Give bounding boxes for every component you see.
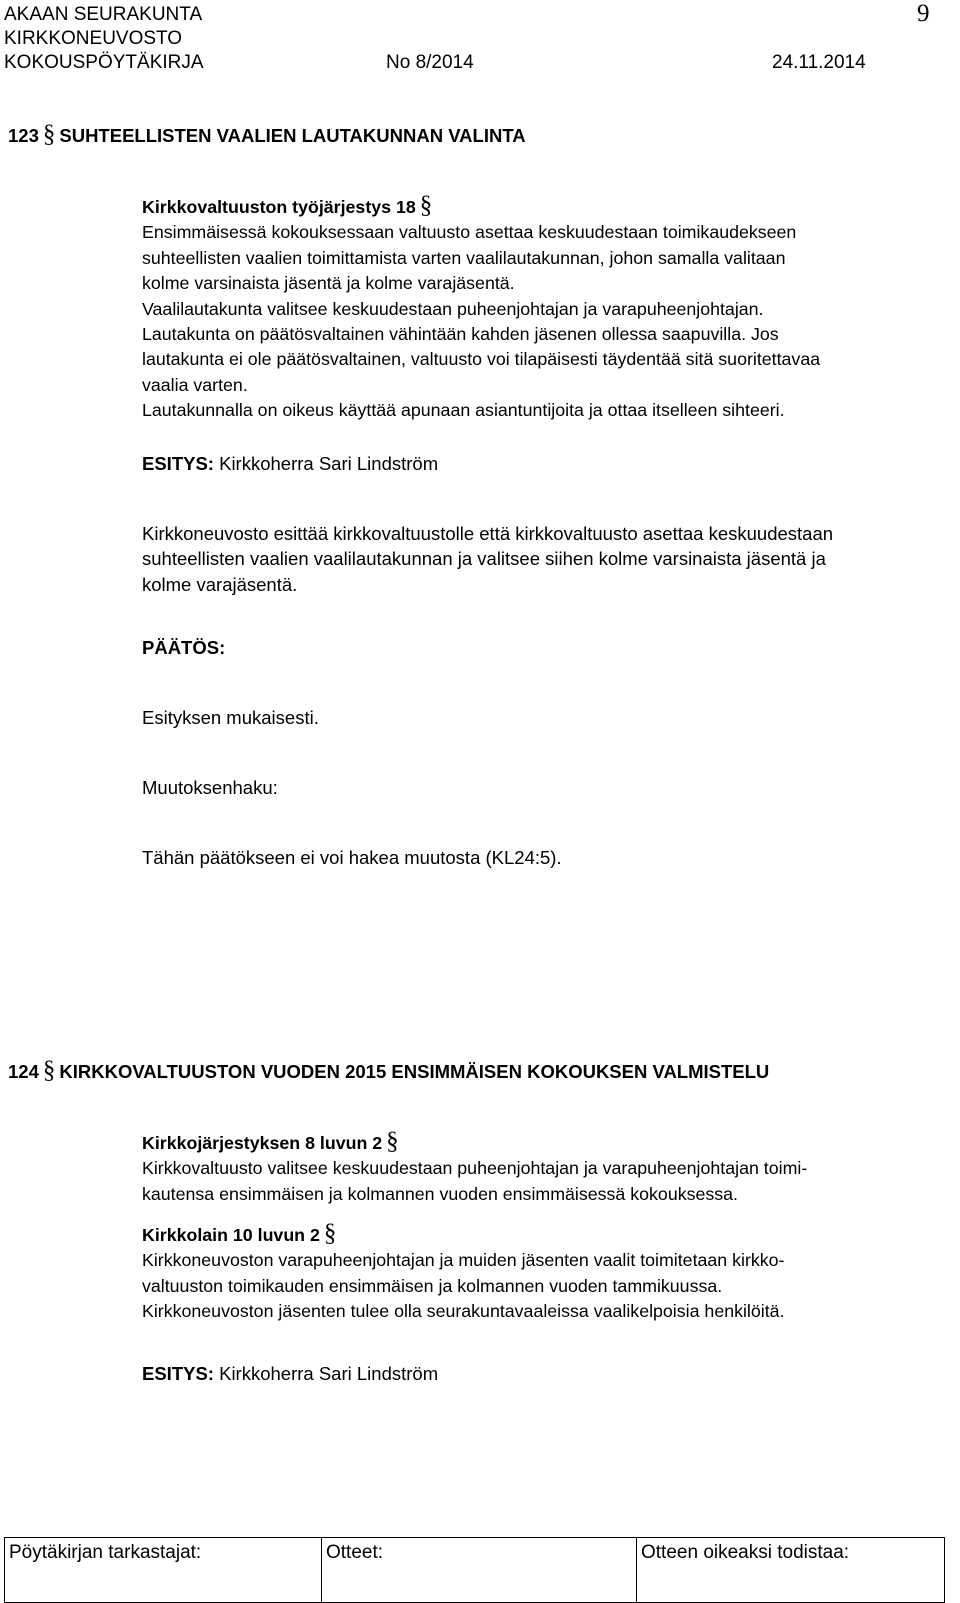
reviewers-cell (5, 1538, 322, 1603)
section-123-heading (8, 121, 526, 149)
section-sign-icon: § (323, 1220, 337, 1247)
header-org: AKAAN SEURAKUNTA (4, 4, 203, 25)
regulation-line: kolme varsinaista jäsentä ja kolme varajäsentä. (142, 273, 515, 294)
certify-cell (637, 1538, 945, 1603)
regulation-line: Kirkkoneuvoston jäsenten tulee olla seurakuntavaaleissa vaalikelpoisia henkilöitä. (142, 1301, 785, 1322)
header-doc-type: KOKOUSPÖYTÄKIRJA (4, 52, 204, 73)
esitys-label: ESITYS: (142, 453, 214, 474)
regulation-line: suhteellisten vaalien toimittamista varten vaalilautakunnan, johon samalla valitaan (142, 247, 786, 268)
section-sign-icon: § (42, 1057, 56, 1084)
regulation-title: Kirkkovaltuuston työjärjestys 18 (142, 197, 416, 217)
esitys-124 (142, 1363, 438, 1385)
proposal-123 (142, 521, 833, 597)
section-title: KIRKKOVALTUUSTON VUODEN 2015 ENSIMMÄISEN KOKOUKSEN VALMISTELU (59, 1061, 770, 1082)
proposal-line: Kirkkoneuvosto esittää kirkkovaltuustolle että kirkkovaltuusto asettaa keskuudestaan (142, 523, 834, 544)
reviewers-label: Pöytäkirjan tarkastajat: (9, 1542, 202, 1563)
section-124-heading (8, 1057, 769, 1085)
esitys-123 (142, 453, 438, 475)
esitys-presenter: Kirkkoherra Sari Lindström (219, 453, 439, 474)
section-124-reference-2 (142, 1221, 785, 1325)
proposal-line: kolme varajäsentä. (142, 573, 298, 595)
header-body-name: KIRKKONEUVOSTO (4, 28, 183, 49)
section-124-reference-1 (142, 1129, 807, 1207)
extracts-label: Otteet: (326, 1542, 384, 1563)
section-sign-icon: § (386, 1128, 399, 1155)
regulation-line: Ensimmäisessä kokouksessaan valtuusto asettaa keskuudestaan toimikaudekseen (142, 222, 797, 243)
regulation-title: Kirkkolain 10 luvun 2 (142, 1225, 320, 1245)
regulation-line: Kirkkoneuvoston varapuheenjohtajan ja muiden jäsenten vaalit toimitetaan kirkko- (142, 1250, 785, 1271)
regulation-line: kautensa ensimmäisen ja kolmannen vuoden ensimmäisessä kokouksessa. (142, 1183, 738, 1204)
section-123-regulation (142, 193, 820, 424)
paatos-label: PÄÄTÖS: (142, 637, 226, 658)
appeal-label: Muutoksenhaku: (142, 777, 278, 798)
regulation-line: vaalia varten. (142, 374, 248, 395)
esitys-presenter: Kirkkoherra Sari Lindström (219, 1363, 439, 1384)
regulation-reference (142, 193, 820, 220)
proposal-line: suhteellisten vaalien vaalilautakunnan ja valitsee siihen kolme varsinaista jäsentä ja (142, 548, 826, 570)
regulation-line: Kirkkovaltuusto valitsee keskuudestaan puheenjohtajan ja varapuheenjohtajan toimi- (142, 1158, 808, 1179)
section-number: 123 (8, 125, 39, 146)
regulation-reference (142, 1221, 785, 1248)
extracts-cell (322, 1538, 637, 1603)
appeal-text: Tähän päätökseen ei voi hakea muutosta (KL24:5). (142, 847, 562, 868)
paatos-text: Esityksen mukaisesti. (142, 707, 319, 728)
regulation-title: Kirkkojärjestyksen 8 luvun 2 (142, 1133, 383, 1153)
header-date: 24.11.2014 (772, 52, 866, 73)
page-number: 9 (917, 0, 930, 27)
regulation-line: valtuuston toimikauden ensimmäisen ja kolmannen vuoden tammikuussa. (142, 1275, 723, 1296)
section-title: SUHTEELLISTEN VAALIEN LAUTAKUNNAN VALINTA (59, 125, 526, 146)
regulation-line: Lautakunta on päätösvaltainen vähintään kahden jäsenen ollessa saapuvilla. Jos (142, 324, 779, 345)
section-sign-icon: § (419, 192, 433, 219)
certify-label: Otteen oikeaksi todistaa: (641, 1542, 850, 1563)
regulation-line: lautakunta ei ole päätösvaltainen, valtuusto voi tilapäisesti täydentää sitä suoritettavaa (142, 349, 821, 370)
signature-table (4, 1537, 945, 1603)
header-doc-number: No 8/2014 (386, 52, 474, 73)
section-number: 124 (8, 1061, 39, 1082)
regulation-reference (142, 1129, 807, 1156)
esitys-label: ESITYS: (142, 1363, 214, 1384)
section-sign-icon: § (42, 121, 56, 148)
regulation-line: Lautakunnalla on oikeus käyttää apunaan asiantuntijoita ja ottaa itselleen sihteeri. (142, 400, 785, 421)
regulation-line: Vaalilautakunta valitsee keskuudestaan puheenjohtajan ja varapuheenjohtajan. (142, 298, 764, 319)
